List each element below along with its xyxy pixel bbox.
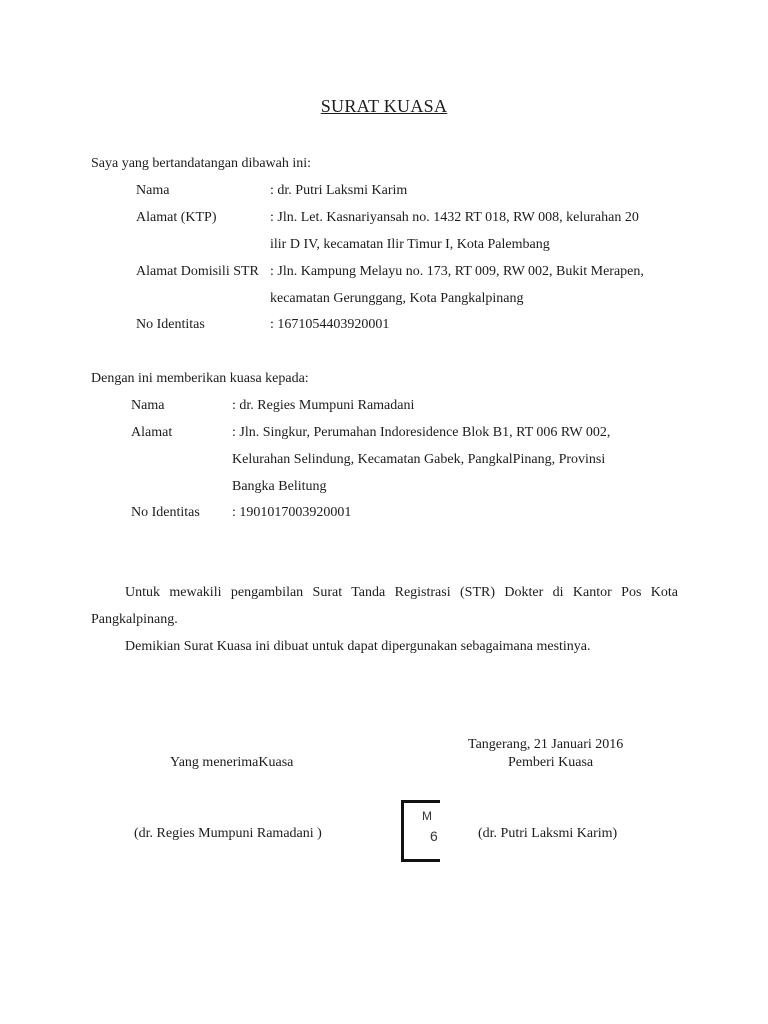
grantee-name-label: Nama: [131, 398, 165, 413]
grantor-name-label: Nama: [136, 183, 170, 198]
grantee-id-label: No Identitas: [131, 505, 200, 520]
stamp-text-line1: M: [422, 809, 432, 823]
grantee-address-line1: : Jln. Singkur, Perumahan Indoresidence Blok B1, RT 006 RW 002,: [232, 425, 611, 440]
stamp-fragment: [401, 800, 440, 862]
grantor-id-label: No Identitas: [136, 317, 205, 332]
stamp-text-line2: 6: [430, 828, 438, 844]
giver-label: Pemberi Kuasa: [508, 755, 594, 770]
grantee-id-value: : 1901017003920001: [232, 505, 352, 520]
grantor-ktp-value-line2: ilir D IV, kecamatan Ilir Timur I, Kota Palembang: [270, 237, 550, 252]
grantor-id-value: : 1671054403920001: [270, 317, 390, 332]
grantee-name-value: : dr. Regies Mumpuni Ramadani: [232, 398, 415, 413]
document-title: SURAT KUASA: [320, 96, 448, 116]
grantee-address-line2: Kelurahan Selindung, Kecamatan Gabek, PangkalPinang, Provinsi: [232, 452, 606, 467]
grantor-str-value-line1: : Jln. Kampung Melayu no. 173, RT 009, RW 002, Bukit Merapen,: [270, 264, 644, 279]
grantor-ktp-label: Alamat (KTP): [136, 210, 217, 225]
purpose-paragraph: Untuk mewakili pengambilan Surat Tanda Registrasi (STR) Dokter di Kantor Pos Kota Pangkalpinang.: [91, 585, 678, 627]
grantee-address-line3: Bangka Belitung: [232, 479, 327, 494]
grantee-address-label: Alamat: [131, 425, 173, 440]
intro2-text: Dengan ini memberikan kuasa kepada:: [91, 371, 309, 386]
closing-paragraph: Demikian Surat Kuasa ini dibuat untuk dapat dipergunakan sebagaimana mestinya.: [125, 639, 591, 654]
grantor-ktp-value-line1: : Jln. Let. Kasnariyansah no. 1432 RT 018, RW 008, kelurahan 20: [270, 210, 639, 225]
grantor-str-label: Alamat Domisili STR: [136, 264, 259, 279]
place-date: Tangerang, 21 Januari 2016: [468, 737, 624, 752]
grantor-str-value-line2: kecamatan Gerunggang, Kota Pangkalpinang: [270, 291, 524, 306]
receiver-label: Yang menerimaKuasa: [170, 755, 294, 770]
receiver-name: (dr. Regies Mumpuni Ramadani ): [134, 826, 322, 841]
intro-text: Saya yang bertandatangan dibawah ini:: [91, 156, 312, 171]
giver-name: (dr. Putri Laksmi Karim): [478, 826, 618, 841]
grantor-name-value: : dr. Putri Laksmi Karim: [270, 183, 408, 198]
